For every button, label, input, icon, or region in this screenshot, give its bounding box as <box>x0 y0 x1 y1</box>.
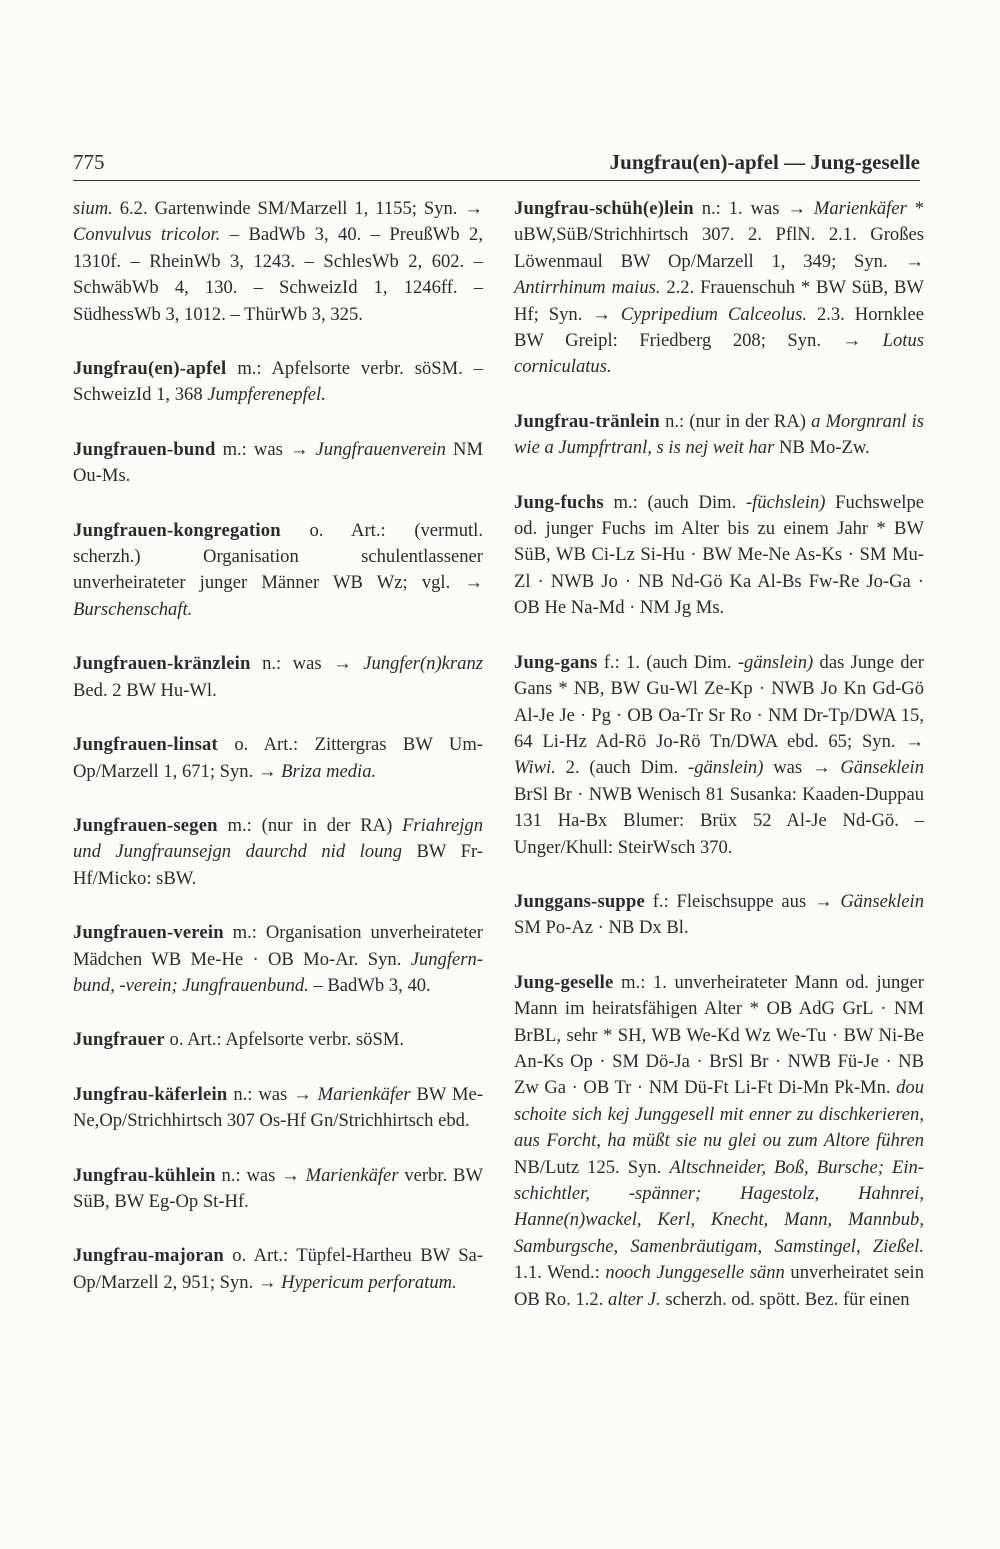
entry-text: 6.2. Gartenwinde SM/Marzell 1, 1155; Syn. → <box>112 198 483 219</box>
dictionary-entry <box>514 650 924 861</box>
dictionary-entry <box>73 1243 483 1296</box>
entry-italic-text: -füchslein) <box>745 491 826 513</box>
entry-lemma: Jungfrauen-segen <box>73 814 218 836</box>
entry-text: NB Mo-Zw. <box>774 437 870 459</box>
dictionary-entry <box>73 920 483 999</box>
entry-italic-text: Marienkäfer <box>305 1164 399 1186</box>
entry-italic-text: Hypericum perforatum. <box>281 1271 457 1293</box>
entry-text: * uBW,SüB/Strichhirtsch 307. 2. PflN. 2.1. Großes Löwenmaul BW Op/Marzell 1, 349; Syn. → <box>514 198 924 272</box>
entry-lemma: Jungfrauen-bund <box>73 438 216 460</box>
entry-italic-text: Convulvus tricolor. <box>73 224 221 246</box>
entry-lemma: Jungfrau-schüh(e)lein <box>514 198 694 219</box>
entry-text: SM Po-Az · NB Dx Bl. <box>514 917 689 939</box>
entry-italic-text: Altschneider, Boß, Bursche; Ein-schichtler, -spänner; Hagestolz, Hahnrei, Hanne(n)wackel, Kerl, Knecht, Mann, Mannbub, Samburgsche, Samenbräutigam, Samstingel, Zießel. <box>514 1156 924 1257</box>
entry-italic-text: nooch Junggeselle sänn <box>605 1262 785 1284</box>
dictionary-entry <box>73 1163 483 1216</box>
entry-italic-text: Jumpferenepfel. <box>207 384 326 406</box>
entry-italic-text: Burschenschaft. <box>73 598 193 620</box>
entry-lemma: Jungfrau-käferlein <box>73 1083 228 1105</box>
dictionary-entry <box>514 970 924 1313</box>
dictionary-entry <box>73 651 483 704</box>
entry-italic-text: Friahrejgn und Jungfraunsejgn daurchd nid loung <box>73 814 483 863</box>
entry-text: n.: (nur in der RA) <box>659 410 812 432</box>
entry-text: scherzh. od. spött. Bez. für einen <box>660 1288 910 1310</box>
entry-text: n.: was → <box>250 653 364 675</box>
dictionary-entry <box>514 490 924 622</box>
entry-text: m.: 1. unverheirateter Mann od. junger Mann im heiratsfähigen Alter * OB AdG GrL · NM BrBL, sehr * SH, WB We-Kd Wz We-Tu · BW Ni-Be An-Ks Op · SM Dö-Ja · BrSl Br · NWB Fü-Je · NB Zw Ga · OB Tr · NM Dü-Ft Li-Ft Di-Mn Pk-Mn. <box>514 971 924 1099</box>
page-header <box>73 150 920 180</box>
entry-text: Fuchswelpe od. junger Fuchs im Alter bis zu einem Jahr * BW SüB, WB Ci-Lz Si-Hu · BW Me-Ne As-Ks · SM Mu-Zl · NWB Jo · NB Nd-Gö Ka Al-Bs Fw-Re Jo-Ga · OB He Na-Md · NM Jg Ms. <box>514 491 924 619</box>
entry-italic-text: Jungfer(n)kranz <box>363 653 483 675</box>
entry-italic-text: Marienkäfer <box>813 198 907 219</box>
entry-italic-text: Cypripedium Calceolus. <box>620 303 807 325</box>
entry-lemma: Jungfrau-kühlein <box>73 1164 216 1186</box>
entry-italic-text: Wiwi. <box>514 757 556 779</box>
dictionary-entry <box>514 196 924 381</box>
entry-lemma: Jungfrauer <box>73 1029 165 1051</box>
entry-text: 2.3. Hornklee BW Greipl: Friedberg 208; Syn. → <box>514 303 924 352</box>
entry-italic-text: alter J. <box>608 1288 661 1310</box>
entry-italic-text: Antirrhinum maius. <box>514 277 661 299</box>
entry-text: o. Art.: Apfelsorte verbr. söSM. <box>164 1029 404 1051</box>
entry-lemma: Jungfrauen-linsat <box>73 734 218 756</box>
entry-lemma: Jungfrau-tränlein <box>514 410 660 432</box>
entry-text: das Junge der Gans * NB, BW Gu-Wl Ze-Kp · NWB Jo Kn Gd-Gö Al-Je Je · Pg · OB Oa-Tr Sr Ro · NM Dr-Tp/DWA 15, 64 Li-Hz Ad-Rö Jo-Rö Tn/DWA ebd. 65; Syn. → <box>514 651 924 752</box>
right-column <box>514 196 924 1341</box>
header-rule <box>73 180 920 181</box>
dictionary-entry <box>73 1082 483 1135</box>
entry-text: Bed. 2 BW Hu-Wl. <box>73 679 217 701</box>
dictionary-entry <box>73 518 483 624</box>
entry-italic-text: Briza media. <box>281 760 377 782</box>
entry-italic-text: Gänseklein <box>840 757 924 779</box>
entry-text: 2.2. Frauenschuh * BW SüB, BW Hf; Syn. → <box>514 277 924 325</box>
entry-lemma: Jungfrauen-kongregation <box>73 519 281 541</box>
entry-lemma: Jungfrau-majoran <box>73 1245 224 1267</box>
dictionary-entry <box>514 889 924 942</box>
entry-text: – BadWb 3, 40. <box>308 974 431 996</box>
page-number: 775 <box>73 150 105 174</box>
entry-lemma: Jungfrauen-kränzlein <box>73 653 251 675</box>
entry-text: – BadWb 3, 40. – PreußWb 2, 1310f. – RheinWb 3, 1243. – SchlesWb 2, 602. – SchwäbWb 4, 130. – SchweizId 1, 1246ff. – SüdhessWb 3, 1012. – ThürWb 3, 325. <box>73 224 483 325</box>
entry-italic-text: -gänslein) <box>688 757 764 779</box>
entry-lemma: Jung-gans <box>514 651 598 673</box>
entry-text: was → <box>763 757 841 779</box>
entry-text: m.: (auch Dim. <box>603 491 746 513</box>
left-column <box>73 196 483 1324</box>
entry-italic-text: sium. <box>73 198 113 219</box>
entry-italic-text: Marienkäfer <box>317 1083 411 1105</box>
entry-text: n.: 1. was → <box>693 198 814 219</box>
entry-text: NB/Lutz 125. Syn. <box>514 1156 670 1178</box>
entry-text: 1.1. Wend.: <box>514 1262 606 1284</box>
entry-text: o. Art.: Zittergras BW Um-Op/Marzell 1, 671; Syn. → <box>73 734 483 782</box>
entry-lemma: Junggans-suppe <box>514 890 645 912</box>
dictionary-entry <box>73 813 483 892</box>
entry-text: BW Fr-Hf/Micko: sBW. <box>73 841 483 889</box>
entry-lemma: Jung-geselle <box>514 971 614 993</box>
entry-text: NM Ou-Ms. <box>73 438 483 487</box>
entry-text: BW Me-Ne,Op/Strichhirtsch 307 Os-Hf Gn/Strichhirtsch ebd. <box>73 1083 484 1132</box>
dictionary-entry <box>73 732 483 785</box>
entry-text: unverheiratet sein OB Ro. 1.2. <box>514 1262 924 1310</box>
entry-lemma: Jung-fuchs <box>514 491 604 513</box>
entry-lemma: Jungfrau(en)-apfel <box>73 358 227 380</box>
entry-text: f.: Fleischsuppe aus → <box>644 890 841 912</box>
entry-text: n.: was → <box>215 1164 306 1186</box>
entry-italic-text: -gänslein) <box>737 651 814 673</box>
dictionary-entry <box>73 437 483 490</box>
running-head: Jungfrau(en)-apfel — Jung-geselle <box>609 150 920 174</box>
entry-italic-text: Gänseklein <box>840 890 924 912</box>
dictionary-entry <box>514 409 924 462</box>
entry-text: m.: Organisation unverheirateter Mädchen WB Me-He · OB Mo-Ar. Syn. <box>73 922 483 970</box>
entry-italic-text: Jungfern-bund, -verein; Jungfrauenbund. <box>73 948 483 996</box>
entry-text: verbr. BW SüB, BW Eg-Op St-Hf. <box>73 1164 484 1212</box>
entry-text: 2. (auch Dim. <box>555 757 689 779</box>
entry-text: m.: (nur in der RA) <box>217 814 403 836</box>
dictionary-entry <box>73 196 483 328</box>
entry-text: m.: was → <box>215 438 316 460</box>
dictionary-entry <box>73 1027 483 1053</box>
dictionary-entry <box>73 356 483 409</box>
entry-text: o. Art.: (vermutl. scherzh.) Organisation schulentlassener unverheirateter junger Männer WB Wz; vgl. → <box>73 519 483 594</box>
entry-italic-text: Lotus corniculatus. <box>514 330 924 378</box>
entry-italic-text: a Morgnranl is wie a Jumpfrtranl, s is nej weit har <box>514 410 924 459</box>
entry-italic-text: dou schoite sich kej Junggesell mit enner zu dischkerieren, aus Forcht, ha müßt sie nu glei ou zum Altore führen <box>514 1077 924 1152</box>
entry-text: m.: Apfelsorte verbr. söSM. – SchweizId 1, 368 <box>73 358 483 406</box>
entry-italic-text: Jungfrauenverein <box>315 438 446 460</box>
entry-text: f.: 1. (auch Dim. <box>597 651 738 673</box>
entry-lemma: Jungfrauen-verein <box>73 922 224 944</box>
entry-text: o. Art.: Tüpfel-Hartheu BW Sa-Op/Marzell 2, 951; Syn. → <box>73 1245 483 1293</box>
entry-text: n.: was → <box>227 1083 318 1105</box>
entry-text: BrSl Br · NWB Wenisch 81 Susanka: Kaaden-Duppau 131 Ha-Bx Blumer: Brüx 52 Al-Je Nd-Gö. – Unger/Khull: SteirWsch 370. <box>514 783 924 858</box>
